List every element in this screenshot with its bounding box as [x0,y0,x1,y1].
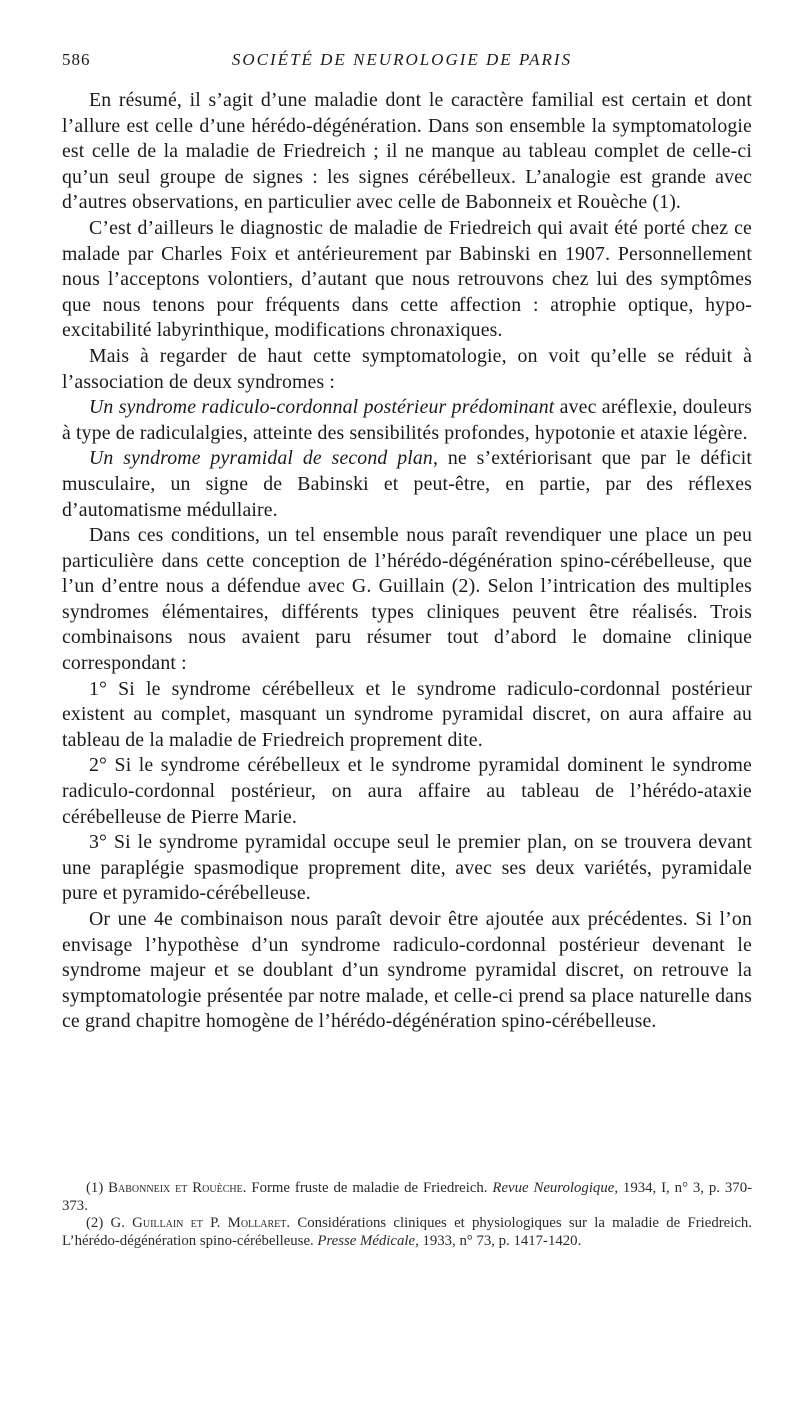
paragraph: Mais à regarder de haut cette symptomatologie, on voit qu’elle se réduit à l’association de deux syndromes : [62,344,752,393]
footnote-reference: , 1934, I, n° 3, p. 370-373. [62,1180,753,1214]
page-header [62,50,742,80]
footnote-journal: Revue Neurologique [492,1180,615,1196]
paragraph: Or une 4e combinaison nous paraît devoir être ajoutée aux précédentes. Si l’on envisage l’hypothèse d’un syndrome radiculo-cordonnal postérieur devenant le syndrome majeur et se doublant d’un syndrome pyramidal discret, on retrouve la symptomatologie présentée par notre malade, et celle-ci prend sa place naturelle dans ce grand chapitre homogène de l’hérédo-dégénération spino-cérébelleuse. [62,908,752,1033]
syndrome-title: Un syndrome radiculo-cordonnal postérieur prédominant [89,396,555,419]
page-number: 586 [62,50,91,69]
syndrome-description: , ne s’extériorisant que par le déficit musculaire, un signe de Babinski et peut-être, en partie, par des réflexes d’automatisme médullaire. [62,447,752,521]
footnote-reference: , 1933, n° 73, p. 1417-1420. [415,1232,582,1249]
paragraph: C’est d’ailleurs le diagnostic de maladie de Friedreich qui avait été porté chez ce malade par Charles Foix et antérieurement par Babinski en 1907. Personnellement nous l’acceptons volontiers, d’autant que nous retrouvons chez lui des symptômes que nous tenons pour fréquents dans cette affection : atrophie optique, hypo-excitabilité labyrinthique, modifications chronaxiques. [62,216,752,342]
running-title: SOCIÉTÉ DE NEUROLOGIE DE PARIS [231,50,573,69]
footnote-number: (1) [86,1180,109,1196]
footnotes [62,1180,752,1250]
footnote-number: (2) [86,1215,111,1231]
paragraph: Dans ces conditions, un tel ensemble nous paraît revendiquer une place un peu particulière dans cette conception de l’hérédo-dégénération spino-cérébelleuse, que l’un d’entre nous a défendue avec G. Guillain (2). Selon l’intrication des multiples syndromes élémentaires, différents types cliniques peuvent être réalisés. Trois combinaisons nous avaient paru résumer tout d’abord le domaine clinique correspondant : [62,524,752,675]
footnote-authors: Babonneix et Rouèche [108,1180,243,1196]
footnote-authors: G. Guillain et P. Mollaret [110,1215,287,1231]
syndrome-description: avec aréflexie, douleurs à type de radiculalgies, atteinte des sensibilités profondes, hypotonie et ataxie légère. [62,396,752,444]
paragraph: En résumé, il s’agit d’une maladie dont le caractère familial est certain et dont l’allure est celle d’une hérédo-dégénération. Dans son ensemble la symptomatologie est celle de la maladie de Friedreich ; il ne manque au tableau complet de celle-ci qu’un seul groupe de signes : les signes cérébelleux. L’analogie est grande avec d’autres observations, en particulier avec celle de Babonneix et Rouèche (1). [62,89,752,214]
footnote-journal: Presse Médicale [317,1232,416,1249]
footnote-text: . Considérations cliniques et physiologiques sur la maladie de Friedreich. L’hérédo-dégénération spino-cérébelleuse. [62,1215,752,1249]
syndrome-title: Un syndrome pyramidal de second plan [89,447,433,470]
paragraph: 1° Si le syndrome cérébelleux et le syndrome radiculo-cordonnal postérieur existent au complet, masquant un syndrome pyramidal discret, on aura affaire au tableau de la maladie de Friedreich proprement dite. [62,677,752,751]
syndrome-item [62,446,752,523]
footnote [62,1180,752,1215]
footnote [62,1215,752,1250]
paragraph: 2° Si le syndrome cérébelleux et le syndrome pyramidal dominent le syndrome radiculo-cordonnal postérieur, on aura affaire au tableau de l’hérédo-ataxie cérébelleuse de Pierre Marie. [62,754,752,828]
paragraph: 3° Si le syndrome pyramidal occupe seul le premier plan, on se trouvera devant une paraplégie spasmodique proprement dite, avec ses deux variétés, pyramidale pure et pyramido-cérébelleuse. [62,831,752,905]
syndrome-item [62,395,752,446]
body-text [62,88,752,1035]
footnote-text: . Forme fruste de maladie de Friedreich. [242,1180,493,1196]
